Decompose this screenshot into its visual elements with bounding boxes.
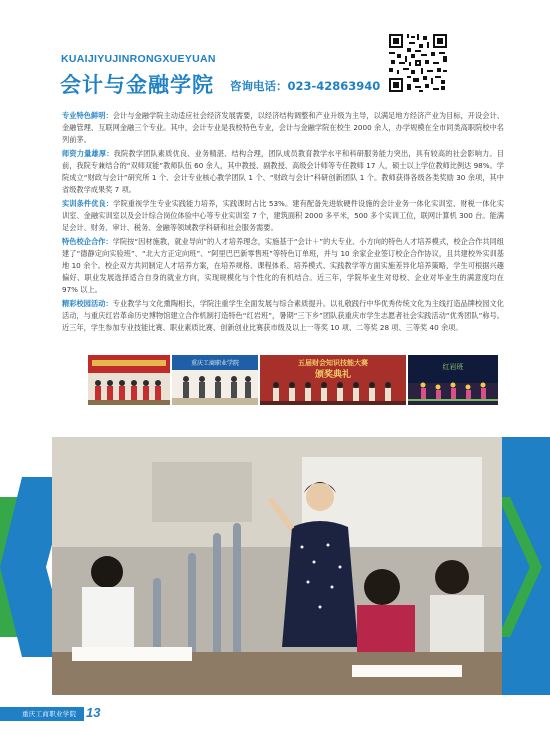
body-sections [62,110,504,336]
photo-banner-text: 颁奖典礼 [314,370,352,380]
classroom-photo [52,437,502,695]
section-heading: 实训条件优良： [62,199,114,208]
page-title: 会计与金融学院 [60,73,214,97]
section-text: 会计与金融学院主动适应社会经济发展需要，以经济结构调整和产业升级为主导，以满足地方经济产业为目标，开设会计、金融管理、互联网金融三个专业。其中，会计专业是我校特色专业，会计与金融学院在校生 2000 余人，办学规模在全市同类高职院校中名列前茅。 [62,111,504,144]
title-pinyin: KUAIJIYUJINRONGXUEYUAN [61,53,216,65]
section-text: 学院按“因材施教，就业导向”的人才培养理念，实施基于“会计＋”的大专业、小方向的特色人才培养模式，校企合作共同组建了“德静定向实验班”、“北大方正定向班”、“阿里巴巴新零售班”等特色订单班，并与 10 余家企业签订校企合作协议，且共建校外实训基地 10 余个。校企双方共同制定人才培养方案，在培养规格、课程体系、培养模式、实践教学等方面实施差异化培养策略，学生可根据兴趣偏好、职业发展选择适合自身的就业方向，实现规模化与个性化的有机结合。近三年，学院毕业生对母校、企业对毕业生的满意度均在 97% 以上。 [62,237,504,294]
section-heading: 精彩校园活动： [62,299,113,308]
photo-banner-text: 红岩班 [442,363,464,371]
section-specialty [62,110,504,146]
qr-code [387,32,449,94]
section-heading: 师资力量雄厚： [62,149,114,158]
photo-ceremony-1 [88,355,170,405]
photo-stage [408,355,498,405]
section-cooperation [62,236,504,296]
photo-banner-text: 重庆工商职业学院 [190,360,240,367]
photo-banner-text: 五届财会知识技能大赛 [298,359,368,367]
page-number: 13 [86,705,101,720]
hotline [230,78,380,94]
hotline-number: 023-42863940 [287,79,381,93]
photo-ceremony-2 [172,355,258,405]
photo-awards [260,355,406,405]
section-text: 我院教学团队素质优良、业务精湛、结构合理，团队成员教育教学水平和科研服务能力突出，具有较高的社会影响力。目前，我院专兼结合的“双师双能”教师队伍 60 余人，其中教授、副教授、高级会计师等专任教师 17 人，硕士以上学位教师比例达 98%。学院成立“财政与会计”研究所 1 个、会计专业核心教学团队 1 个、“财政与会计”科研创新团队 1 个。教师获得各级各类奖励 30 余项，其中省级教学成果奖 7 项。 [62,149,504,194]
section-faculty [62,148,504,196]
section-training [62,198,504,234]
hotline-label: 咨询电话： [230,79,288,93]
section-text: 学院重视学生专业实践能力培养，实践课时占比 53%。建有配备先进软硬件设施的会计业务一体化实训室、财税一体化实训室、金融实训室以及会计综合岗位体验中心等专业实训室 7 个，建筑面积 2000 多平米，500 多个实训工位，联网计算机 300 台。能满足会计、财务、审计、税务、金融等领域教学科研和社会服务需要。 [62,199,505,232]
section-activities [62,298,504,334]
section-text: 专业教学与文化熏陶相长，学院注重学生全面发展与综合素质提升。以礼敬践行中华优秀传统文化为主线打造品牌校园文化活动，与重庆红岩革命历史博物馆建立合作机制打造特色“红岩班”，暑期“三下乡”团队获重庆市学生志愿者社会实践活动“优秀团队”称号。近三年，学生参加专业技能比赛、职业素质比赛、创新创业比赛获市级及以上一等奖 10 项、二等奖 28 项、三等奖 40 余项。 [62,299,504,332]
page-footer [0,707,550,721]
section-heading: 特色校企合作： [62,237,113,246]
footer-school-name: 重庆工商职业学院 [22,710,77,718]
photo-strip [88,355,498,405]
section-heading: 专业特色鲜明： [62,111,113,120]
